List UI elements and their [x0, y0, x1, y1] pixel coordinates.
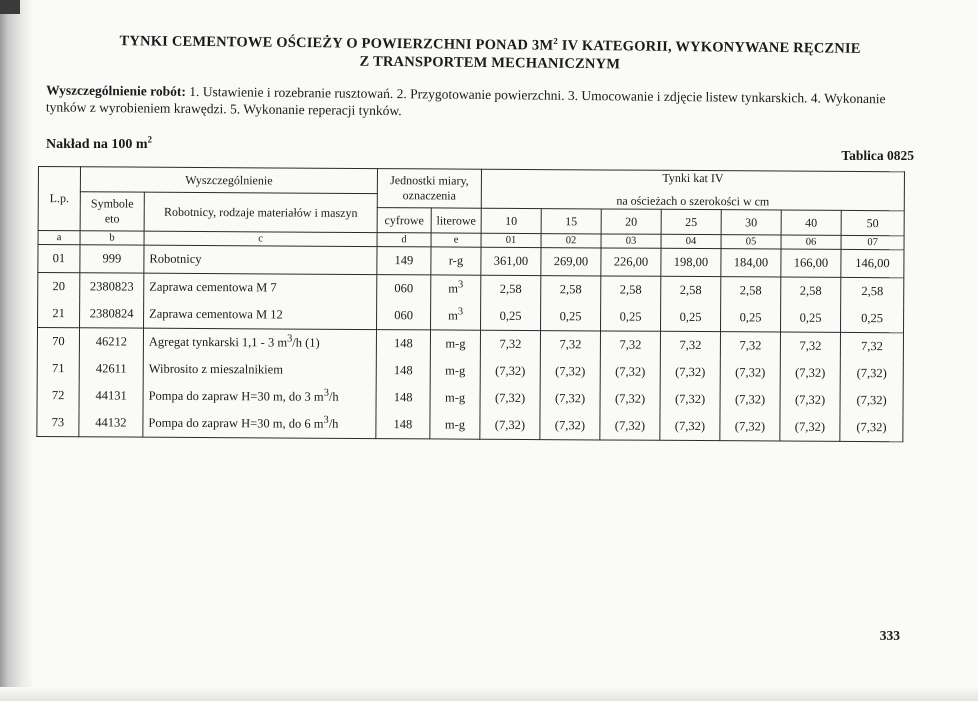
equipment-group: [37, 328, 904, 442]
header-symbole: Symbole eto: [80, 192, 144, 231]
table-row: 01 999 Robotnicy 149 r-g 361,00 269,00 226,00 198,00 184,00 166,00 146,00: [38, 245, 904, 278]
work-description: [46, 81, 916, 124]
header-literowe: literowe: [431, 208, 481, 233]
materials-group: [38, 273, 904, 333]
page-number: 333: [879, 628, 900, 643]
page-title: [60, 31, 920, 76]
norm-basis: Nakład na 100 $m^2$: [46, 134, 153, 152]
norm-table: [36, 166, 905, 442]
header-robotnicy: Robotnicy, rodzaje materiałów i maszyn: [144, 192, 377, 232]
header-width: 30: [721, 210, 781, 235]
scan-binding-shadow: [0, 0, 34, 701]
table-row: 71 42611 Wibrosito z mieszalnikiem 148 m-g (7,32) (7,32) (7,32) (7,32) (7,32) (7,32) (7,32): [37, 355, 903, 387]
description-text: 1. Ustawienie i rozebranie rusztowań. 2. Przygotowanie powierzchni. 3. Umocowanie i zdjęcie listew tynkarskich. 4. Wykonanie tynków z wyrobieniem krawędzi. 5. Wykonanie reperacji tynków.: [45, 83, 886, 119]
scan-corner-mark: [0, 0, 20, 14]
column-letters-row: a b c d e 01 02 03 04 05 06 07: [38, 231, 904, 250]
description-label: Wyszczególnienie robót:: [46, 82, 187, 99]
table-row: 72 44131 Pompa do zapraw H=30 m, do 3 $m^3/h$ 148 m-g (7,32) (7,32) (7,32) (7,32) (7,32) (7,32) (7,32): [37, 382, 903, 414]
header-width: 40: [781, 210, 841, 235]
header-wyszczegolnienie: Wyszczególnienie: [80, 167, 377, 194]
title-line-1: TYNKI CEMENTOWE OŚCIEŻY O POWIERZCHNI PONAD $3M^2$ IV KATEGORII, WYKONYWANE RĘCZNIE: [119, 33, 861, 57]
table-row: 70 46212 Agregat tynkarski 1,1 - 3 $m^3/h$ (1) 148 m-g 7,32 7,32 7,32 7,32 7,32 7,32 7,32: [37, 328, 903, 361]
scan-bottom-edge: [0, 687, 978, 701]
header-width: 15: [541, 209, 601, 234]
header-lp: L.p.: [38, 167, 80, 231]
norm-table-wrapper: [36, 166, 904, 442]
header-width: 10: [481, 208, 541, 233]
header-width: 50: [841, 210, 904, 235]
header-width: 20: [601, 209, 661, 234]
header-tynki: Tynki kat IV na ościeżach o szerokości w cm: [481, 169, 904, 211]
table-row: 21 2380824 Zaprawa cementowa M 12 060 $m^3$ 0,25 0,25 0,25 0,25 0,25 0,25 0,25: [38, 300, 904, 333]
header-cyfrowe: cyfrowe: [377, 208, 431, 233]
header-width: 25: [661, 209, 721, 234]
table-row: 20 2380823 Zaprawa cementowa M 7 060 $m^3$ 2,58 2,58 2,58 2,58 2,58 2,58 2,58: [38, 273, 904, 306]
table-id: Tablica 0825: [841, 148, 914, 163]
table-row: 73 44132 Pompa do zapraw H=30 m, do 6 $m^3/h$ 148 m-g (7,32) (7,32) (7,32) (7,32) (7,32) (7,32) (7,32): [37, 409, 903, 442]
title-line-2: Z TRANSPORTEM MECHANICZNYM: [359, 53, 621, 73]
header-jednostki: Jednostki miary, oznaczenia: [377, 169, 481, 209]
